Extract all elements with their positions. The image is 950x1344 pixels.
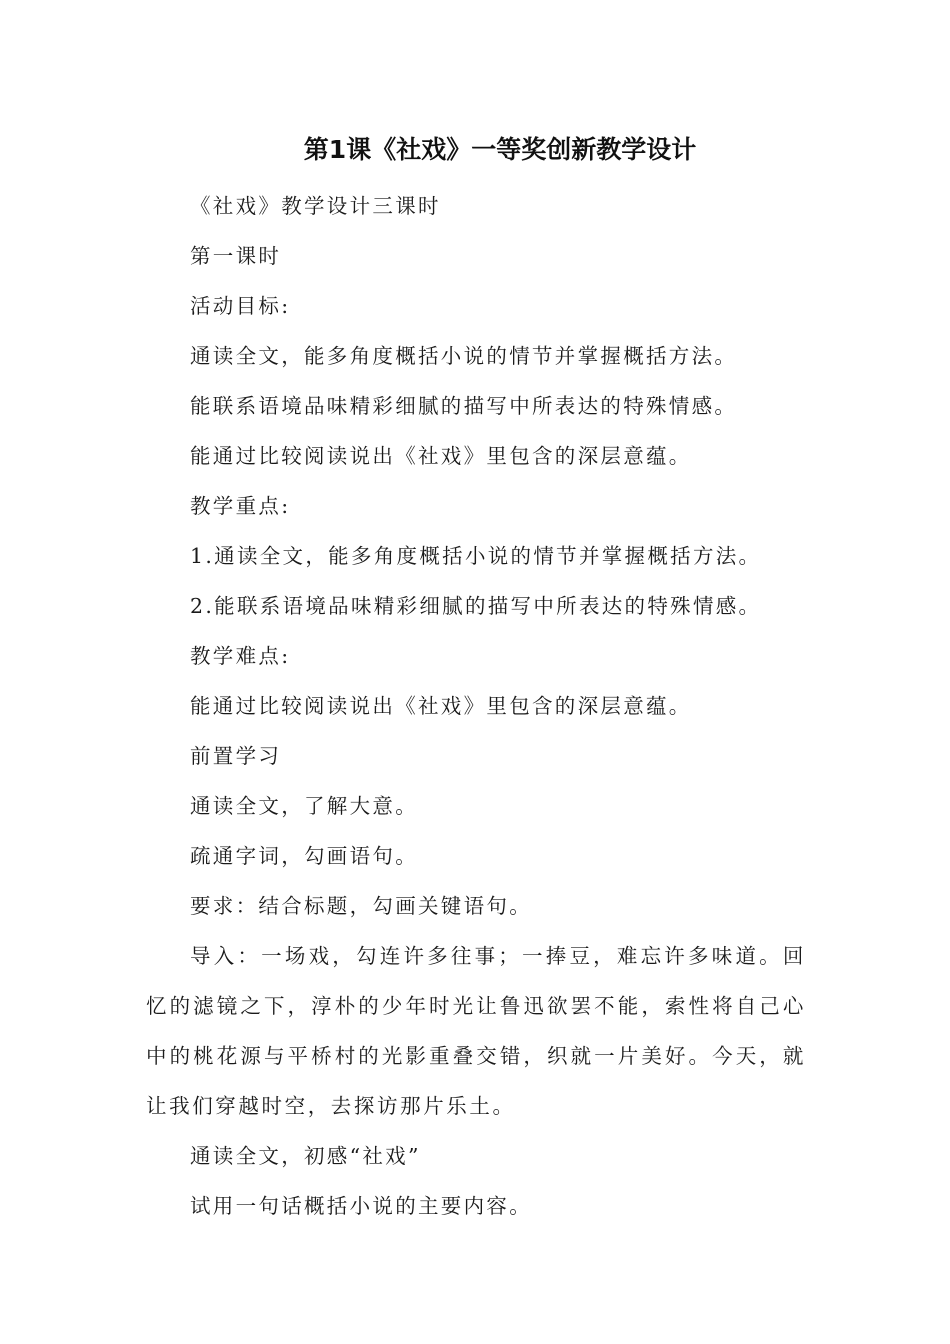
paragraph-introduction: 导入：一场戏，勾连许多往事；一捧豆，难忘许多味道。回忆的滤镜之下，淳朴的少年时光让鲁迅欲罢不能，索性将自己心中的桃花源与平桥村的光影重叠交错，织就一片美好。今天，就让我们穿越时空，去探访那片乐土。: [146, 944, 806, 1118]
paragraph-goal-1: 通读全文，能多角度概括小说的情节并掌握概括方法。: [190, 344, 738, 368]
paragraph-requirement: 要求：结合标题，勾画关键语句。: [190, 894, 532, 918]
paragraph-goal-2: 能联系语境品味精彩细腻的描写中所表达的特殊情感。: [190, 394, 738, 418]
paragraph-section-heading: 通读全文，初感“社戏”: [190, 1144, 421, 1168]
paragraph-activity-goals-heading: 活动目标:: [190, 294, 291, 318]
paragraph-first-lesson: 第一课时: [190, 244, 282, 268]
paragraph-difficulty-1: 能通过比较阅读说出《社戏》里包含的深层意蕴。: [190, 694, 692, 718]
paragraph-pre-study-1: 通读全文，了解大意。: [190, 794, 418, 818]
paragraph-key-point-2: 2.能联系语境品味精彩细腻的描写中所表达的特殊情感。: [190, 594, 762, 618]
paragraph-pre-study-heading: 前置学习: [190, 744, 282, 768]
document-title: 第1课《社戏》一等奖创新教学设计: [303, 135, 697, 164]
paragraph-key-point-1: 1.通读全文，能多角度概括小说的情节并掌握概括方法。: [190, 544, 762, 568]
document-body: [146, 181, 806, 1231]
paragraph-difficulty-heading: 教学难点:: [190, 644, 291, 668]
paragraph-pre-study-2: 疏通字词，勾画语句。: [190, 844, 418, 868]
paragraph-lesson-plan-heading: 《社戏》教学设计三课时: [190, 194, 441, 218]
paragraph-task: 试用一句话概括小说的主要内容。: [190, 1194, 532, 1218]
paragraph-key-points-heading: 教学重点:: [190, 494, 291, 518]
paragraph-goal-3: 能通过比较阅读说出《社戏》里包含的深层意蕴。: [190, 444, 692, 468]
